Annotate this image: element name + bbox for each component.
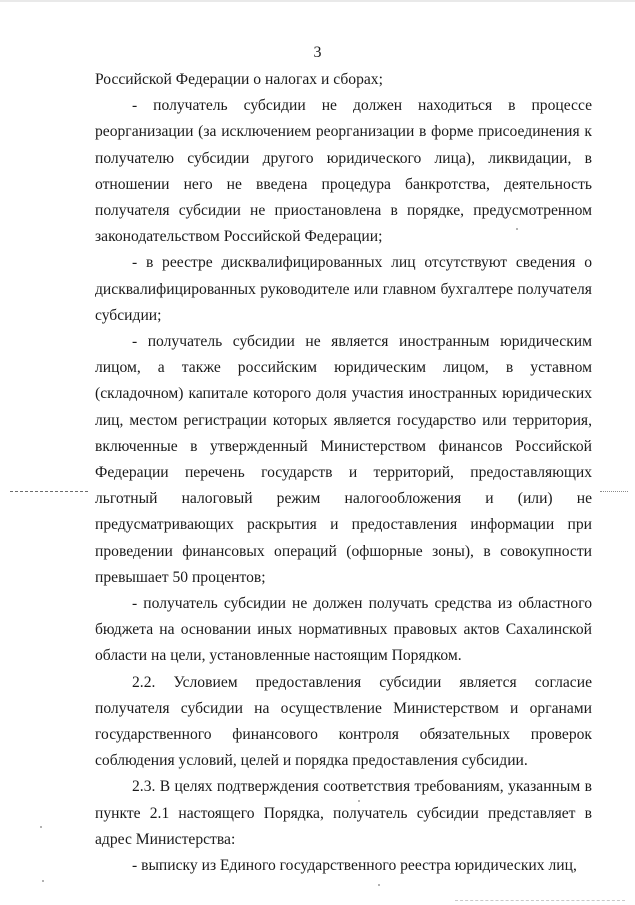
scan-margin-mark-left	[10, 491, 88, 492]
scan-speck	[42, 880, 44, 882]
page-number: 3	[313, 44, 322, 61]
scan-bottom-smudge	[455, 900, 625, 901]
paragraph-disqualified-persons: - в реестре дисквалифицированных лиц отсутствуют сведения о дисквалифицированных руководителе или главном бухгалтере получателя субсидии;	[95, 254, 592, 324]
paragraph-regional-budget: - получатель субсидии не должен получать средства из областного бюджета на основании иных нормативных правовых актов Сахалинской области на цели, установленные настоящим Порядком.	[95, 595, 592, 665]
scan-speck	[516, 228, 518, 230]
paragraph-foreign-entity: - получатель субсидии не является иностранным юридическим лицом, а также российским юридическим лицом, в уставном (складочном) капитале которого доля участия иностранных юридических лиц, местом регистрации которых является государство или территория, включенные в утвержденный Министерством финансов Российской Федерации перечень государств и территорий, предоставляющих льготный налоговый режим налогообложения и (или) не предусматривающих раскрытия и предоставления информации при проведении финансовых операций (офшорные зоны), в совокупности превышает 50 процентов;	[95, 333, 592, 586]
scan-margin-mark-right	[600, 491, 628, 492]
scan-speck	[378, 884, 380, 886]
scan-speck	[358, 800, 360, 802]
document-body	[95, 67, 592, 879]
scan-speck	[40, 826, 42, 828]
paragraph-egrul-extract: - выписку из Единого государственного реестра юридических лиц,	[132, 857, 577, 875]
paragraph-reorganization-condition: - получатель субсидии не должен находиться в процессе реорганизации (за исключением реорганизации в форме присоединения к получателю субсидии другого юридического лица), ликвидации, в отношении него не введена процедура банкротства, деятельность получателя субсидии не приостановлена в порядке, предусмотренном законодательством Российской Федерации;	[95, 97, 592, 246]
paragraph-2-3-documents: 2.3. В целях подтверждения соответствия требованиям, указанным в пункте 2.1 настоящего Порядка, получатель субсидии представляет в адрес Министерства:	[95, 778, 592, 848]
paragraph-continuation: Российской Федерации о налогах и сборах;	[95, 71, 383, 88]
paragraph-2-2-consent: 2.2. Условием предоставления субсидии является согласие получателя субсидии на осуществление Министерством и органами государственного финансового контроля обязательных проверок соблюдения условий, целей и порядка предоставления субсидии.	[95, 673, 592, 770]
scan-top-edge	[0, 0, 635, 2]
